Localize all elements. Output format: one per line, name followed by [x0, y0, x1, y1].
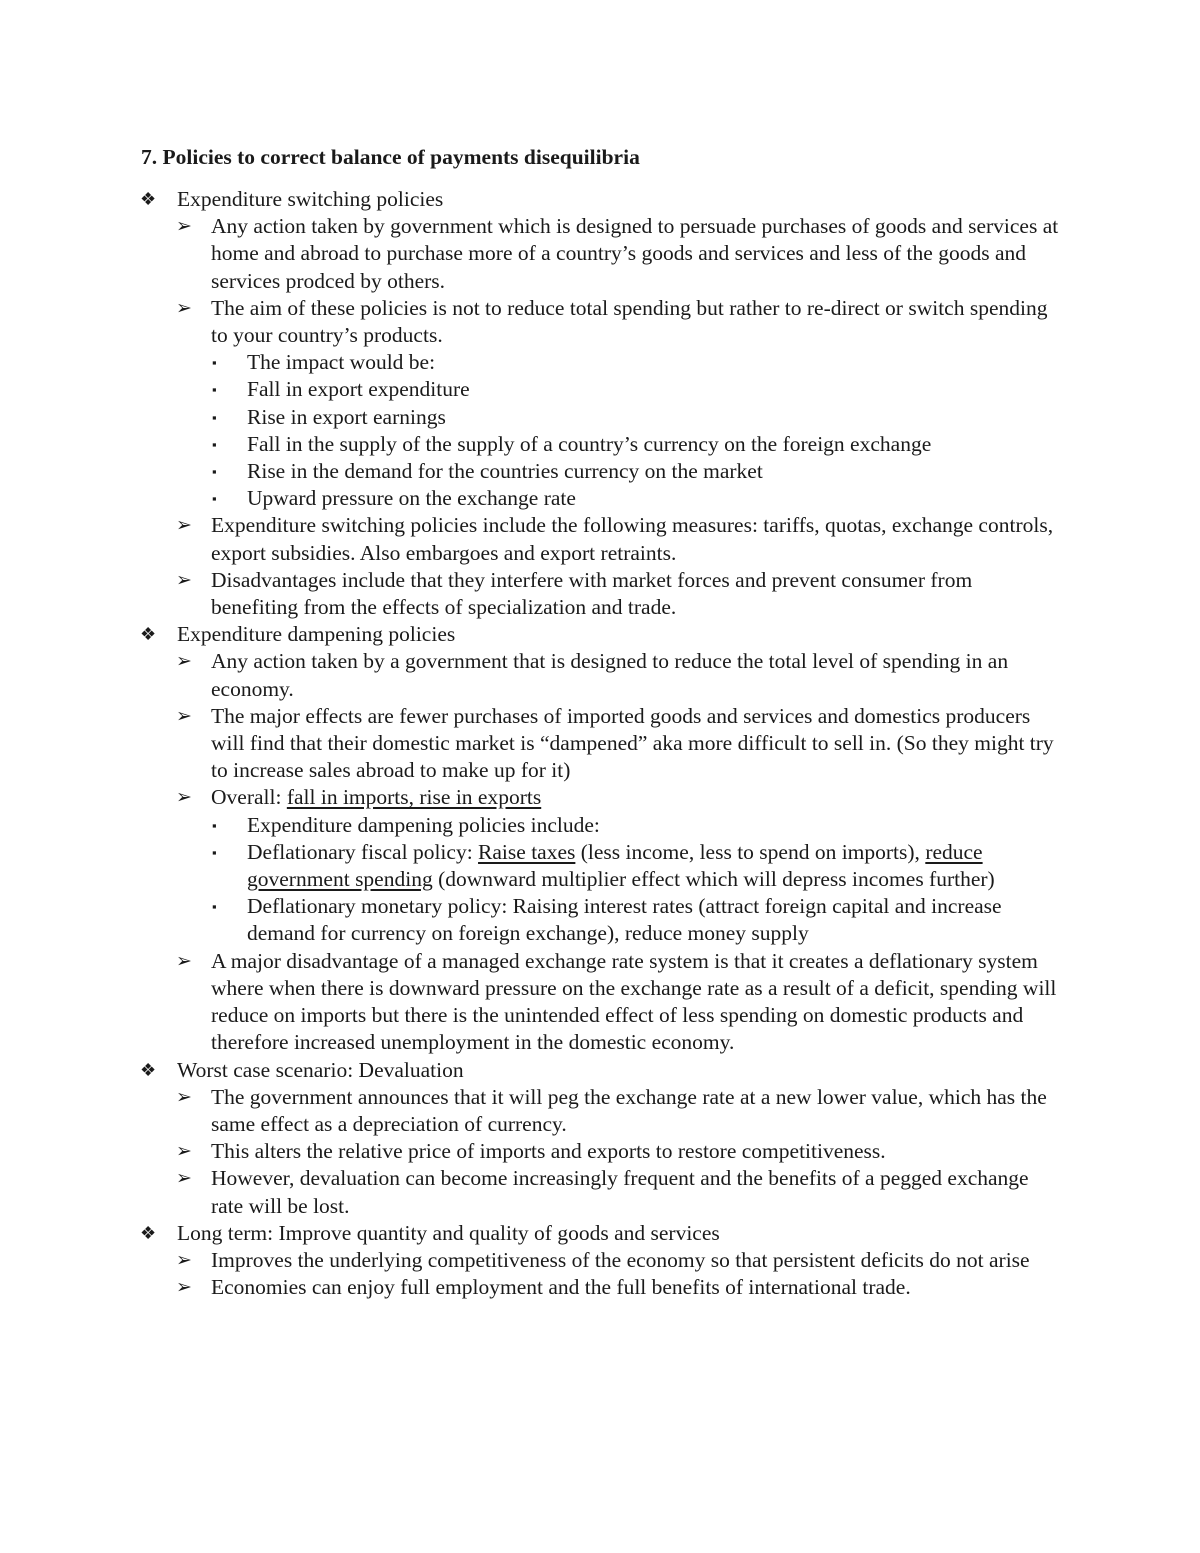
underlined-text: Raise taxes: [478, 839, 576, 864]
arrow-bullet-icon: ➢: [176, 569, 192, 591]
arrow-list-item: ➢ Overall: fall in imports, rise in exports: [0, 784, 1061, 811]
square-list-item: ▪ Fall in export expenditure: [0, 376, 1062, 403]
arrow-list-item: ➢ Any action taken by a government that is designed to reduce the total level of spending in an economy.: [176, 649, 1009, 701]
arrow-bullet-icon: ➢: [176, 950, 192, 972]
arrow-list-item: ➢ Expenditure switching policies include the following measures: tariffs, quotas, exchange controls, export subsidies. Also embargoes and export retraints.: [176, 513, 1054, 565]
square-list-item: ▪ Rise in the demand for the countries currency on the market: [0, 458, 1062, 485]
arrow-bullet-icon: ➢: [176, 1168, 192, 1190]
square-bullet-icon: ▪: [212, 464, 217, 480]
square-bullet-icon: ▪: [212, 436, 217, 452]
arrow-list-item: ➢ Any action taken by government which is designed to persuade purchases of goods and services at home and abroad to purchase more of a country’s goods and services and less of the goods and services prodced by others.: [176, 214, 1059, 293]
square-bullet-icon: ▪: [212, 844, 217, 860]
arrow-list-item: ➢ Economies can enjoy full employment and the full benefits of international trade.: [0, 1274, 1061, 1301]
arrow-bullet-icon: ➢: [176, 1249, 192, 1271]
diamond-bullet-icon: ❖: [140, 189, 157, 209]
diamond-bullet-icon: ❖: [140, 1222, 157, 1243]
arrow-list-item: ➢ A major disadvantage of a managed exchange rate system is that it creates a deflationary system where when there is downward pressure on the exchange rate as a result of a deficit, spending will reduce on imports but there is the unintended effect of less spending on domestic products and therefore increased unemployment in the domestic economy.: [176, 948, 1057, 1055]
square-bullet-icon: ▪: [212, 817, 217, 833]
arrow-bullet-icon: ➢: [176, 1277, 192, 1299]
section-heading: ❖ Expenditure dampening policies: [0, 621, 1200, 648]
square-list-item: ▪ Upward pressure on the exchange rate: [0, 485, 1062, 512]
square-list-item: ▪ The impact would be:: [0, 349, 1062, 376]
diamond-bullet-icon: ❖: [140, 624, 157, 645]
square-list-item: ▪ Deflationary fiscal policy: Raise taxes (less income, less to spend on imports), reduce government spending (downward multiplier effect which will depress incomes further): [212, 839, 995, 892]
arrow-list-item: ➢ Disadvantages include that they interfere with market forces and prevent consumer from benefiting from the effects of specialization and trade.: [176, 567, 973, 620]
arrow-bullet-icon: ➢: [176, 651, 192, 673]
diamond-bullet-icon: ❖: [140, 1059, 157, 1080]
arrow-bullet-icon: ➢: [176, 1086, 192, 1108]
arrow-bullet-icon: ➢: [176, 705, 192, 727]
square-list-item: ▪ Rise in export earnings: [0, 404, 1062, 431]
document-body: [0, 186, 1200, 1301]
section-heading: ❖ Long term: Improve quantity and quality of goods and services: [0, 1220, 1200, 1247]
square-bullet-icon: ▪: [212, 355, 217, 371]
arrow-list-item: ➢ However, devaluation can become increasingly frequent and the benefits of a pegged exchange rate will be lost.: [176, 1166, 1029, 1218]
arrow-list-item: ➢ Improves the underlying competitiveness of the economy so that persistent deficits do not arise: [0, 1247, 1061, 1274]
square-bullet-icon: ▪: [212, 409, 217, 425]
arrow-list-item: ➢ The major effects are fewer purchases of imported goods and services and domestics producers will find that their domestic market is “dampened” aka more difficult to sell in. (So they might try to increase sales abroad to make up for it): [176, 703, 1054, 783]
section-heading: ❖ Worst case scenario: Devaluation: [0, 1057, 1200, 1084]
square-list-item: ▪ Fall in the supply of the supply of a country’s currency on the foreign exchange: [0, 431, 1062, 458]
square-list-item: ▪ Deflationary monetary policy: Raising interest rates (attract foreign capital and increase demand for currency on foreign exchange), reduce money supply: [212, 894, 1002, 946]
arrow-list-item: ➢ This alters the relative price of imports and exports to restore competitiveness.: [0, 1138, 1061, 1165]
underlined-text: reduce government spending: [247, 839, 983, 892]
square-bullet-icon: ▪: [212, 382, 217, 398]
document-title: 7. Policies to correct balance of payments disequilibria: [141, 145, 640, 169]
arrow-bullet-icon: ➢: [176, 515, 192, 537]
arrow-list-item: ➢ The aim of these policies is not to reduce total spending but rather to re-direct or switch spending to your country’s products.: [176, 295, 1048, 348]
arrow-bullet-icon: ➢: [176, 216, 192, 238]
underlined-text: fall in imports, rise in exports: [286, 785, 542, 810]
arrow-list-item: ➢ The government announces that it will peg the exchange rate at a new lower value, which has the same effect as a depreciation of currency.: [176, 1084, 1047, 1136]
square-bullet-icon: ▪: [212, 899, 217, 915]
square-list-item: ▪ Expenditure dampening policies include:: [0, 812, 1062, 839]
arrow-bullet-icon: ➢: [176, 297, 192, 319]
arrow-bullet-icon: ➢: [176, 787, 192, 809]
square-bullet-icon: ▪: [212, 491, 217, 507]
arrow-bullet-icon: ➢: [176, 1141, 192, 1163]
section-heading: ❖ Expenditure switching policies: [0, 186, 1200, 213]
